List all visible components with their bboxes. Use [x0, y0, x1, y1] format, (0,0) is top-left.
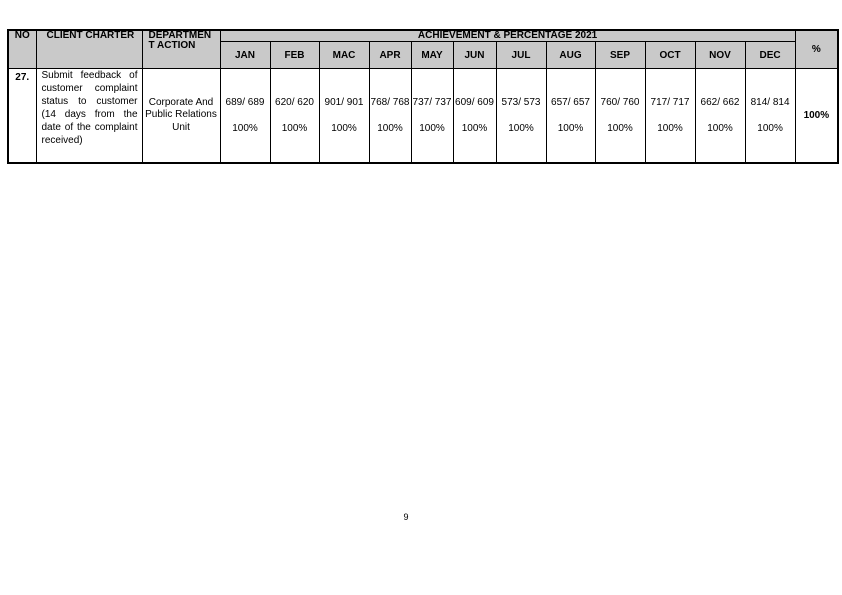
- header-achievement: ACHIEVEMENT & PERCENTAGE 2021: [220, 30, 795, 42]
- achievement-percent: 100%: [508, 122, 534, 134]
- month-cell-jun: [453, 69, 496, 164]
- achievement-percent: 100%: [707, 122, 733, 134]
- achievement-percent: 100%: [557, 122, 584, 134]
- header-percent: %: [795, 30, 838, 69]
- achievement-fraction: 737/ 737: [412, 97, 452, 108]
- month-header-may: MAY: [411, 42, 453, 69]
- month-cell-sep: [595, 69, 645, 164]
- achievement-fraction: 768/ 768: [370, 97, 410, 108]
- table-row: [8, 69, 838, 164]
- achievement-fraction: 689/ 689: [225, 97, 265, 108]
- achievement-percent: 100%: [461, 122, 488, 134]
- month-cell-jul: [496, 69, 546, 164]
- month-header-aug: AUG: [546, 42, 595, 69]
- month-cell-dec: [745, 69, 795, 164]
- achievement-percent: 100%: [281, 122, 308, 134]
- achievement-fraction: 620/ 620: [275, 97, 314, 108]
- achievement-percent: 100%: [657, 122, 683, 134]
- month-cell-apr: [369, 69, 411, 164]
- header-client-charter: CLIENT CHARTER: [36, 30, 142, 69]
- row-number: 27.: [8, 69, 36, 164]
- department-cell: Corporate And Public Relations Unit: [142, 69, 220, 164]
- header-no: NO: [8, 30, 36, 69]
- month-cell-feb: [270, 69, 319, 164]
- header-department-action: DEPARTMEN T ACTION: [142, 30, 220, 69]
- page-number: 9: [403, 512, 409, 522]
- month-header-jun: JUN: [453, 42, 496, 69]
- achievement-percent: 100%: [377, 122, 403, 134]
- achievement-fraction: 901/ 901: [324, 97, 364, 108]
- month-header-oct: OCT: [645, 42, 695, 69]
- achievement-fraction: 609/ 609: [455, 97, 494, 108]
- month-cell-may: [411, 69, 453, 164]
- month-cell-oct: [645, 69, 695, 164]
- achievement-percent: 100%: [331, 122, 357, 134]
- month-cell-mac: [319, 69, 369, 164]
- month-cell-nov: [695, 69, 745, 164]
- month-header-sep: SEP: [595, 42, 645, 69]
- month-header-apr: APR: [369, 42, 411, 69]
- month-header-dec: DEC: [745, 42, 795, 69]
- month-cell-aug: [546, 69, 595, 164]
- charter-description: Submit feedback of customer complaint status to customer (14 days from the date of the complaint received): [36, 69, 142, 164]
- achievement-percent: 100%: [757, 122, 783, 134]
- achievement-fraction: 657/ 657: [551, 97, 590, 108]
- achievement-fraction: 814/ 814: [750, 97, 790, 108]
- month-header-mac: MAC: [319, 42, 369, 69]
- client-charter-table: [7, 29, 839, 164]
- achievement-fraction: 760/ 760: [600, 97, 640, 108]
- month-header-nov: NOV: [695, 42, 745, 69]
- achievement-fraction: 573/ 573: [501, 97, 541, 108]
- month-header-jan: JAN: [220, 42, 270, 69]
- total-percent-cell: 100%: [795, 69, 838, 164]
- achievement-percent: 100%: [607, 122, 633, 134]
- achievement-fraction: 717/ 717: [650, 97, 690, 108]
- achievement-fraction: 662/ 662: [700, 97, 740, 108]
- month-cell-jan: [220, 69, 270, 164]
- month-header-jul: JUL: [496, 42, 546, 69]
- month-header-feb: FEB: [270, 42, 319, 69]
- achievement-percent: 100%: [232, 122, 258, 134]
- achievement-percent: 100%: [419, 122, 445, 134]
